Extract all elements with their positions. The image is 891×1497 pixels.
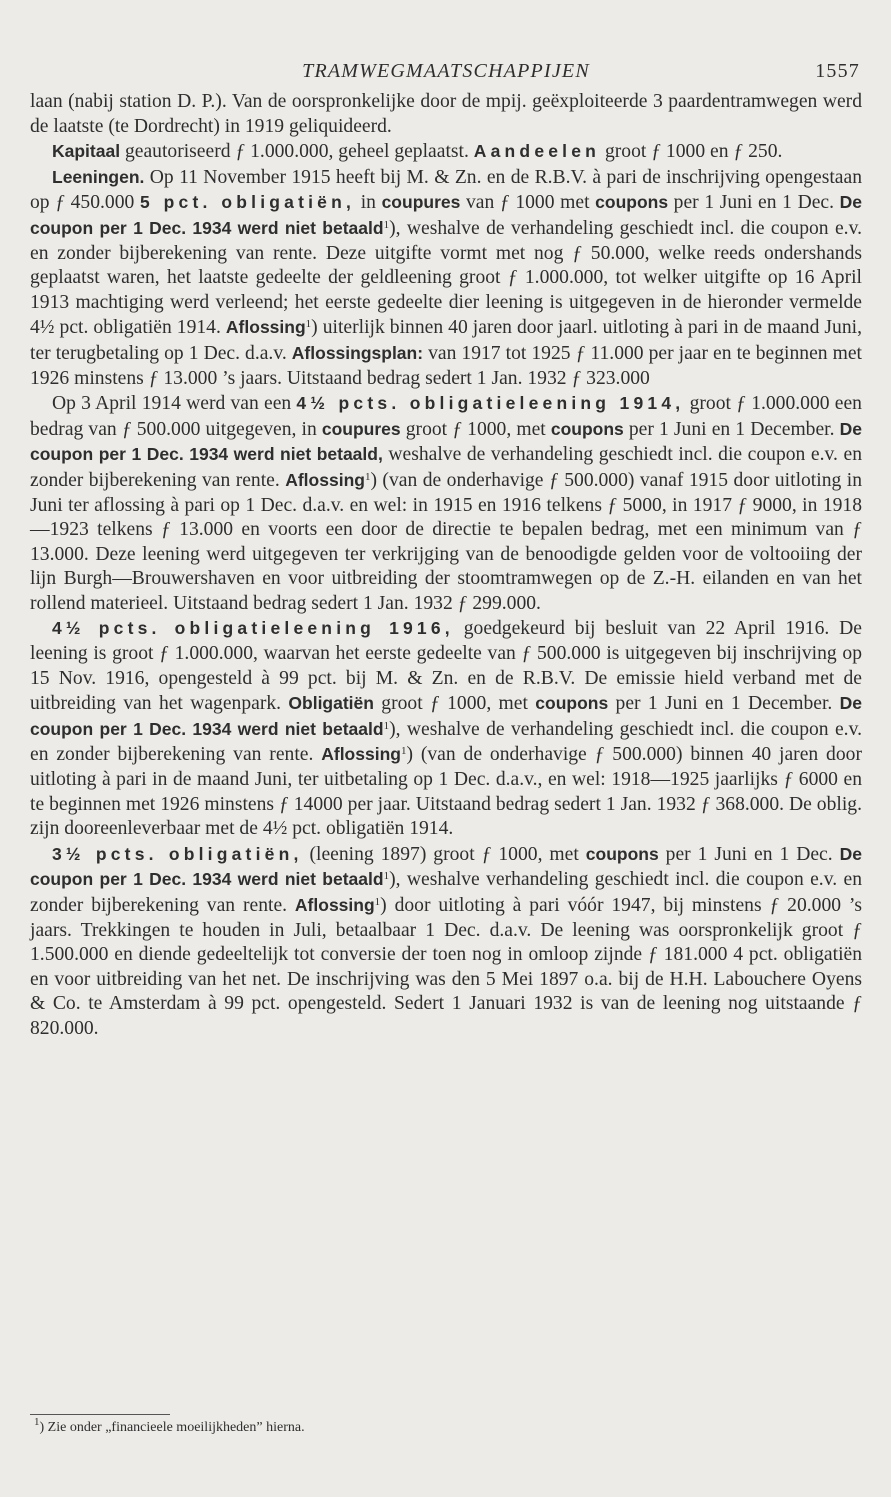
heading-loan-1897: 3½ pcts. obligatiën, [52, 843, 303, 864]
florin-sign: ƒ [607, 494, 618, 516]
florin-sign: ƒ [571, 367, 582, 389]
florin-sign: ƒ [507, 267, 518, 289]
heading-kapitaal: Kapitaal [52, 141, 121, 162]
florin-sign: ƒ [594, 744, 605, 766]
florin-sign: ƒ [572, 242, 582, 264]
page-number: 1557 [815, 60, 860, 82]
heading-aandeelen: Aandeelen [473, 141, 601, 162]
footnote-mark: 1 [34, 1416, 40, 1428]
florin-sign: ƒ [783, 769, 794, 791]
footnote-text: ) Zie onder „financieele moeilijkheden” hierna. [39, 1420, 305, 1435]
florin-sign: ƒ [148, 367, 159, 389]
paragraph-loan-1916: 4½ pcts. obligatieleening 1916, goedgekeurd bij besluit van 22 April 1916. De leening is groot ƒ 1.000.000, waarvan het eerste gedeelte van ƒ 500.000 is uitgegeven bij inschrijving op 15 Nov. 1916, opengesteld à 99 pct. bij M. & Zn. en de R.B.V. De emissie hield verband met de uitbreiding van het wagenpark. Obligatiën groot ƒ 1000, met coupons per 1 Juni en 1 December. De coupon per 1 Dec. 1934 werd niet betaald$^1$), weshalve de verhandeling geschiedt incl. die coupon e.v. en zonder bijberekening van rente. Aflossing$^1$) (van de onderhavige ƒ 500.000) binnen 40 jaren door uitloting à pari in de maand Juni, ter uitbetaling op 1 Dec. d.a.v., en wel: 1918—1925 jaarlijks ƒ 6000 en te beginnen met 1926 minstens ƒ 14000 per jaar. Uitstaand bedrag sedert 1 Jan. 1932 ƒ 368.000. De oblig. zijn dooreenleverbaar met de 4½ pct. obligatiën 1914. [30, 618, 863, 840]
paragraph-capital: Kapitaal geautoriseerd ƒ 1.000.000, geheel geplaatst. Aandeelen groot ƒ 1000 en ƒ 250. [52, 141, 783, 163]
florin-sign: ƒ [481, 843, 492, 865]
paragraph-history: laan (nabij station D. P.). Van de oorspronkelijke door de mpij. geëxploiteerde 3 paardentramwegen werd de laatste (te Dordrecht) in 1919 geliquideerd. [30, 91, 862, 137]
running-title: TRAMWEGMAATSCHAPPIJEN [302, 60, 590, 82]
florin-sign: ƒ [769, 895, 780, 916]
footnote-ref: 1 [305, 318, 312, 331]
florin-sign: ƒ [55, 192, 66, 214]
florin-sign: ƒ [575, 342, 586, 364]
heading-5pct-obligatien: 5 pct. obligatiën, [139, 192, 356, 213]
footnote-ref: 1 [383, 218, 390, 231]
florin-sign: ƒ [430, 693, 440, 715]
florin-sign: ƒ [521, 643, 532, 665]
florin-sign: ƒ [161, 519, 171, 541]
florin-sign: ƒ [733, 141, 744, 163]
florin-sign: ƒ [700, 793, 711, 815]
florin-sign: ƒ [737, 494, 748, 516]
florin-sign: ƒ [457, 592, 468, 614]
florin-sign: ƒ [852, 993, 862, 1015]
footnote-divider [30, 1414, 170, 1415]
florin-sign: ƒ [235, 141, 246, 163]
body-text [30, 90, 862, 1042]
florin-sign: ƒ [452, 418, 463, 440]
paragraph-leeningen: Leeningen. Op 11 November 1915 heeft bij M. & Zn. en de R.B.V. à pari de inschrijving opengestaan op ƒ 450.000 5 pct. obligatiën, in coupures van ƒ 1000 met coupons per 1 Juni en 1 Dec. De coupon per 1 Dec. 1934 werd niet betaald$^1$), weshalve de verhandeling geschiedt incl. die coupon e.v. en zonder bijberekening van rente. Deze uitgifte vormt met nog ƒ 50.000, welke reeds ondershands geplaatst waren, het laatste gedeelte der geldleening groot ƒ 1.000.000, tot welker uitgifte op 16 April 1913 machtiging werd verleend; het eerste gedeelte dier leening is uitgegeven in de hieronder vermelde 4½ pct. obligatiën 1914. Aflossing$^1$) uiterlijk binnen 40 jaren door jaarl. uitloting à pari in de maand Juni, ter terugbetaling op 1 Dec. d.a.v. Aflossingsplan: van 1917 tot 1925 ƒ 11.000 per jaar en te beginnen met 1926 minstens ƒ 13.000 ’s jaars. Uitstaand bedrag sedert 1 Jan. 1932 ƒ 323.000 [30, 166, 863, 389]
florin-sign: ƒ [736, 393, 746, 415]
footnote-ref: 1 [383, 870, 390, 883]
florin-sign: ƒ [648, 944, 658, 966]
florin-sign: ƒ [651, 141, 662, 163]
footnote [34, 1416, 305, 1436]
paragraph-loan-1897: 3½ pcts. obligatiën, (leening 1897) groot ƒ 1000, met coupons per 1 Juni en 1 Dec. De coupon per 1 Dec. 1934 werd niet betaald$^1$), weshalve verhandeling geschiedt incl. die coupon e.v. en zonder bijberekening van rente. Aflossing$^1$) door uitloting à pari vóór 1947, bij minstens ƒ 20.000 ’s jaars. Trekkingen te houden in Juli, betaalbaar 1 Dec. d.a.v. De leening was oorspronkelijk groot ƒ 1.500.000 en diende gedeeltelijk tot conversie der toen nog in omloop zijnde ƒ 181.000 4 pct. obligatiën en voor uitbreiding van het net. De inschrijving was den 5 Mei 1897 o.a. bij de H.H. Labouchere Oyens & Co. te Amsterdam à 99 pct. opengesteld. Sedert 1 Januari 1932 is van de leening nog uitstaande ƒ 820.000. [30, 843, 863, 1039]
florin-sign: ƒ [278, 793, 289, 815]
heading-loan-1916: 4½ pcts. obligatieleening 1916, [52, 618, 454, 639]
heading-leeningen: Leeningen. [52, 166, 145, 187]
footnote-ref: 1 [364, 470, 371, 483]
paragraph-loan-1914: Op 3 April 1914 werd van een 4½ pcts. obligatieleening 1914, groot ƒ 1.000.000 een bedrag van ƒ 500.000 uitgegeven, in coupures groot ƒ 1000, met coupons per 1 Juni en 1 December. De coupon per 1 Dec. 1934 werd niet betaald, weshalve de verhandeling geschiedt incl. die coupon e.v. en zonder bijberekening van rente. Aflossing$^1$) (van de onderhavige ƒ 500.000) vanaf 1915 door uitloting in Juni ter aflossing à pari op 1 Dec. d.a.v. en wel: in 1915 en 1916 telkens ƒ 5000, in 1917 ƒ 9000, in 1918—1923 telkens ƒ 13.000 en voorts een door de directie te bepalen bedrag, met een minimum van ƒ 13.000. Deze leening werd uitgegeven ter verkrijging van de benoodigde gelden voor de voltooiing der lijn Burgh—Brouwershaven en voor uitbreiding der stoomtramwegen op de Z.-H. eilanden en van het rollend materieel. Uitstaand bedrag sedert 1 Jan. 1932 ƒ 299.000. [30, 393, 863, 614]
page-header [30, 58, 862, 90]
footnote-ref: 1 [383, 719, 390, 732]
footnote-ref: 1 [400, 745, 407, 758]
florin-sign: ƒ [852, 919, 862, 941]
footnote-ref: 1 [374, 896, 381, 908]
florin-sign: ƒ [852, 519, 862, 541]
florin-sign: ƒ [159, 643, 169, 665]
heading-loan-1914: 4½ pcts. obligatieleening 1914, [296, 393, 685, 414]
florin-sign: ƒ [499, 192, 510, 214]
florin-sign: ƒ [548, 469, 559, 491]
florin-sign: ƒ [121, 418, 132, 440]
